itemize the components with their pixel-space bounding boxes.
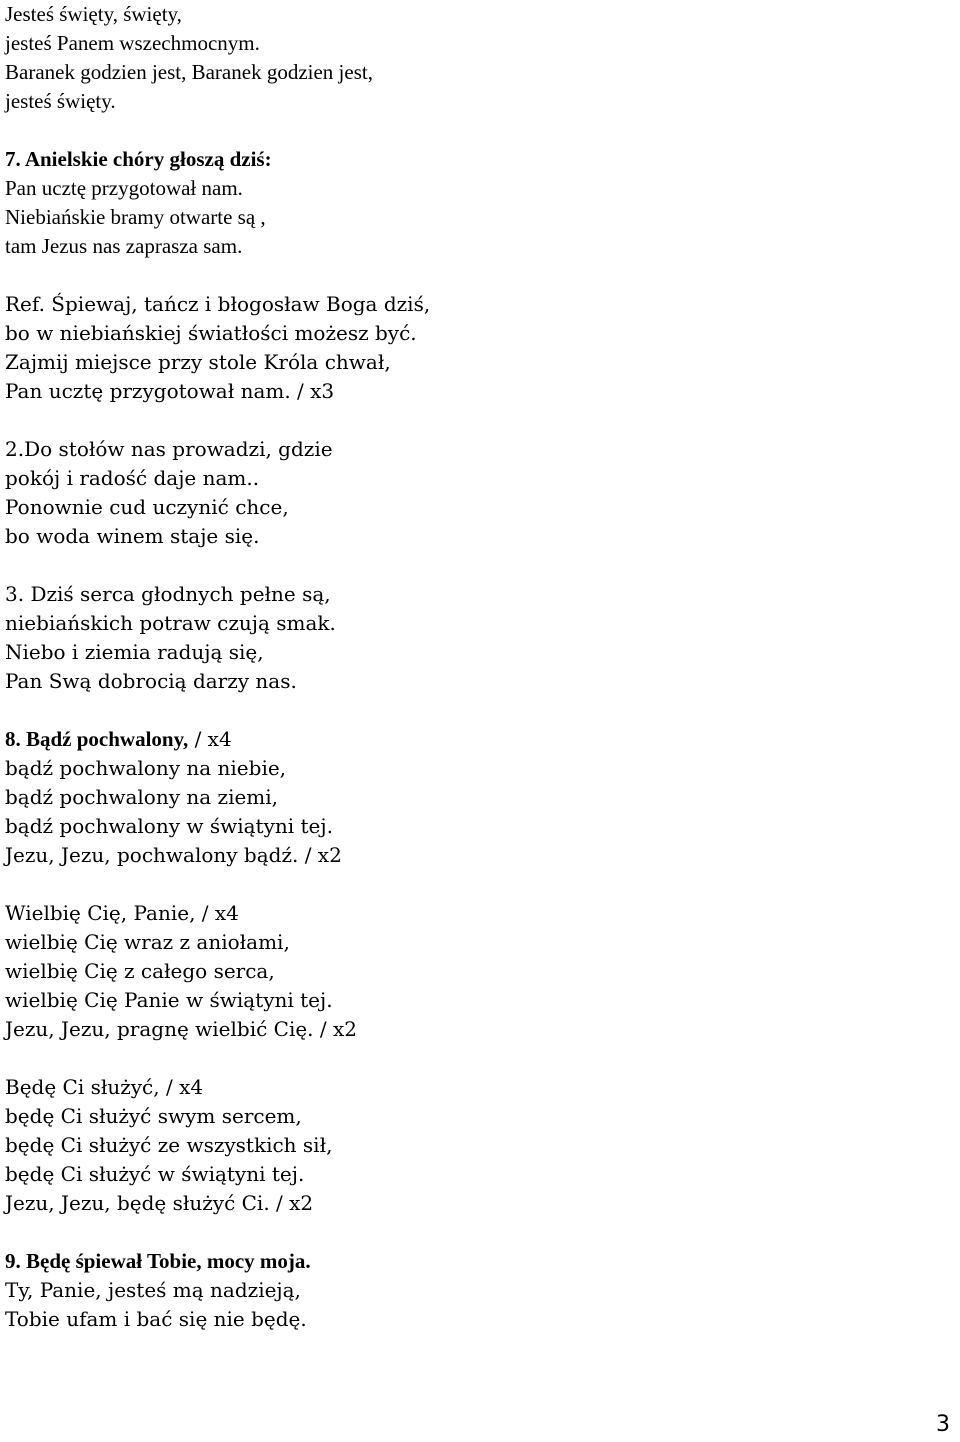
repeat-marker: / x4 bbox=[188, 727, 232, 751]
lyric-line: bo w niebiańskiej światłości możesz być. bbox=[5, 321, 417, 345]
page-number: 3 bbox=[936, 1412, 950, 1437]
lyric-line: niebiańskich potraw czują smak. bbox=[5, 611, 336, 635]
refrain-stanza bbox=[5, 290, 945, 406]
lyric-line: Tobie ufam i bać się nie będę. bbox=[5, 1307, 307, 1331]
lyric-line: Pan ucztę przygotował nam. bbox=[5, 176, 243, 200]
lyric-line: wielbię Cię wraz z aniołami, bbox=[5, 930, 290, 954]
lyric-line: bądź pochwalony na ziemi, bbox=[5, 785, 279, 809]
lyric-line: będę Ci służyć w świątyni tej. bbox=[5, 1162, 305, 1186]
lyric-line: Ponownie cud uczynić chce, bbox=[5, 495, 289, 519]
stanza bbox=[5, 580, 945, 696]
stanza bbox=[5, 899, 945, 1044]
lyric-line: będę Ci służyć swym sercem, bbox=[5, 1104, 302, 1128]
lyric-line: tam Jezus nas zaprasza sam. bbox=[5, 234, 243, 258]
lyric-line: wielbię Cię z całego serca, bbox=[5, 959, 275, 983]
lyric-line: Ty, Panie, jesteś mą nadzieją, bbox=[5, 1278, 301, 1302]
lyric-line: Ref. Śpiewaj, tańcz i błogosław Boga dziś, bbox=[5, 292, 431, 316]
stanza bbox=[5, 725, 945, 870]
stanza-heading-line bbox=[5, 725, 945, 754]
song-text bbox=[5, 0, 945, 1363]
lyric-line: bądź pochwalony na niebie, bbox=[5, 756, 287, 780]
stanza-heading: 7. Anielskie chóry głoszą dziś: bbox=[5, 147, 272, 171]
lyric-line: Jezu, Jezu, będę służyć Ci. / x2 bbox=[5, 1191, 314, 1215]
lyric-line: Niebo i ziemia radują się, bbox=[5, 640, 264, 664]
lyric-line: bądź pochwalony w świątyni tej. bbox=[5, 814, 333, 838]
stanza-heading: 8. Bądź pochwalony, bbox=[5, 727, 189, 751]
stanza-heading: 9. Będę śpiewał Tobie, mocy moja. bbox=[5, 1249, 311, 1273]
lyric-line: Pan Swą dobrocią darzy nas. bbox=[5, 669, 297, 693]
stanza bbox=[5, 435, 945, 551]
lyric-line: Pan ucztę przygotował nam. / x3 bbox=[5, 379, 335, 403]
lyric-line: 3. Dziś serca głodnych pełne są, bbox=[5, 582, 331, 606]
lyric-line: Jesteś święty, święty, bbox=[5, 2, 182, 26]
lyric-line: Niebiańskie bramy otwarte są , bbox=[5, 205, 266, 229]
lyric-line: Zajmij miejsce przy stole Króla chwał, bbox=[5, 350, 391, 374]
stanza bbox=[5, 0, 945, 116]
lyric-line: jesteś Panem wszechmocnym. bbox=[5, 31, 260, 55]
lyric-line: Wielbię Cię, Panie, / x4 bbox=[5, 901, 239, 925]
lyric-line: jesteś święty. bbox=[5, 89, 116, 113]
lyric-line: bo woda winem staje się. bbox=[5, 524, 260, 548]
stanza bbox=[5, 1073, 945, 1218]
lyric-line: Jezu, Jezu, pochwalony bądź. / x2 bbox=[5, 843, 342, 867]
lyric-line: będę Ci służyć ze wszystkich sił, bbox=[5, 1133, 333, 1157]
lyric-line: pokój i radość daje nam.. bbox=[5, 466, 260, 490]
lyric-line: Baranek godzien jest, Baranek godzien jest, bbox=[5, 60, 373, 84]
stanza bbox=[5, 145, 945, 261]
lyric-line: Jezu, Jezu, pragnę wielbić Cię. / x2 bbox=[5, 1017, 357, 1041]
lyric-line: wielbię Cię Panie w świątyni tej. bbox=[5, 988, 333, 1012]
stanza bbox=[5, 1247, 945, 1334]
lyric-line: 2.Do stołów nas prowadzi, gdzie bbox=[5, 437, 333, 461]
lyric-line: Będę Ci służyć, / x4 bbox=[5, 1075, 204, 1099]
